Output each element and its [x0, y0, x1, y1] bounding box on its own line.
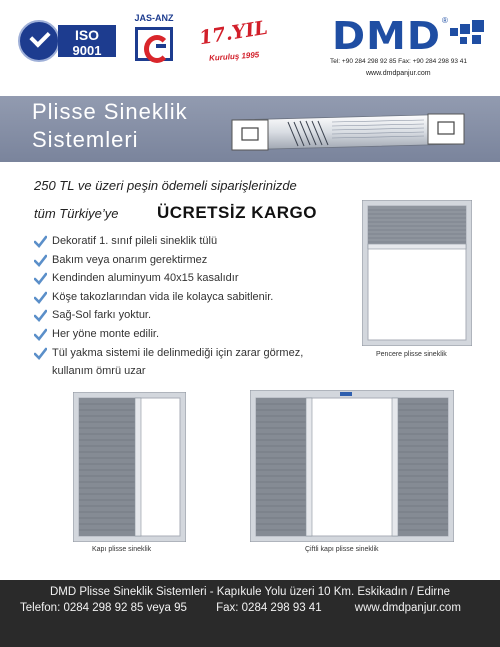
jas-anz-label: JAS-ANZ: [134, 13, 174, 23]
checkmark-icon: [34, 235, 47, 248]
profile-cross-section-image: [228, 110, 468, 154]
list-item: [34, 234, 354, 248]
iso-certificate-logo: [18, 20, 118, 62]
jas-anz-logo: [127, 13, 181, 65]
feature-text: Dekoratif 1. sınıf pileli sineklik tülü: [52, 235, 218, 247]
list-item: [34, 346, 354, 360]
iso-number: 9001: [72, 43, 102, 58]
anniversary-years: 17.YIL: [197, 16, 270, 50]
banner-title: [32, 98, 232, 154]
iso-label: ISO: [74, 27, 100, 43]
list-item-continuation: [34, 364, 354, 378]
header: [0, 0, 500, 90]
anniversary-badge: [195, 16, 275, 66]
feature-text: Tül yakma sistemi ile delinmediği için zarar görmez,: [52, 346, 304, 359]
feature-text: Sağ-Sol farkı yoktur.: [52, 309, 152, 322]
offer-text-2: tüm Türkiye’ye: [34, 206, 119, 221]
door-screen-image: [73, 392, 186, 542]
registered-mark: ®: [442, 16, 448, 25]
double-door-caption: Çiftli kapı plisse sineklik: [305, 546, 379, 553]
checkmark-icon: [34, 309, 47, 322]
header-website-link[interactable]: www.dmdpanjur.com: [366, 70, 431, 77]
offer-text: 250 TL ve üzeri peşin ödemeli siparişlerinizde: [34, 178, 297, 193]
footer-website-link[interactable]: www.dmdpanjur.com: [354, 602, 461, 614]
checkmark-icon: [34, 328, 47, 341]
feature-text: Kendinden aluminyum 40x15 kasalıdır: [52, 272, 239, 285]
jas-anz-mark-icon: [135, 27, 173, 61]
checkmark-icon: [34, 291, 47, 304]
founded-year: Kuruluş 1995: [208, 50, 260, 63]
checkmark-icon: [34, 347, 47, 360]
feature-text: Bakım veya onarım gerektirmez: [52, 253, 208, 266]
feature-list: [34, 234, 354, 383]
list-item: [34, 327, 354, 341]
window-caption: Pencere plisse sineklik: [376, 351, 447, 358]
list-item: [34, 290, 354, 304]
checkmark-icon: [34, 254, 47, 267]
dmd-brand-block: [330, 14, 490, 94]
feature-text: kullanım ömrü uzar: [52, 365, 146, 378]
dmd-squares-icon: [450, 20, 486, 56]
iso-check-icon: [18, 20, 60, 62]
list-item: [34, 253, 354, 267]
checkmark-icon: [34, 272, 47, 285]
iso-badge: [58, 25, 116, 57]
list-item: [34, 308, 354, 322]
footer-phone: Telefon: 0284 298 92 85 veya 95: [20, 602, 187, 614]
double-door-screen-image: [250, 390, 454, 542]
footer-contact-row: [20, 602, 490, 614]
free-shipping-label: ÜCRETSİZ KARGO: [157, 203, 317, 222]
banner-title-line1: Plisse Sineklik: [32, 99, 188, 124]
window-screen-image: [362, 200, 472, 346]
footer-address: DMD Plisse Sineklik Sistemleri - Kapıkule Yolu üzeri 10 Km. Eskikadın / Edirne: [49, 586, 451, 598]
feature-text: Köşe takozlarından vida ile kolayca sabitlenir.: [52, 290, 274, 303]
feature-text: Her yöne monte edilir.: [52, 327, 159, 340]
door-caption: Kapı plisse sineklik: [92, 546, 152, 553]
list-item: [34, 271, 354, 285]
dmd-logo: DMD: [332, 14, 442, 58]
footer-fax: Fax: 0284 298 93 41: [216, 602, 322, 614]
banner-title-line2: Sistemleri: [32, 127, 139, 152]
header-contact: Tel: +90 284 298 92 85 Fax: +90 284 298 93 41: [330, 58, 467, 65]
